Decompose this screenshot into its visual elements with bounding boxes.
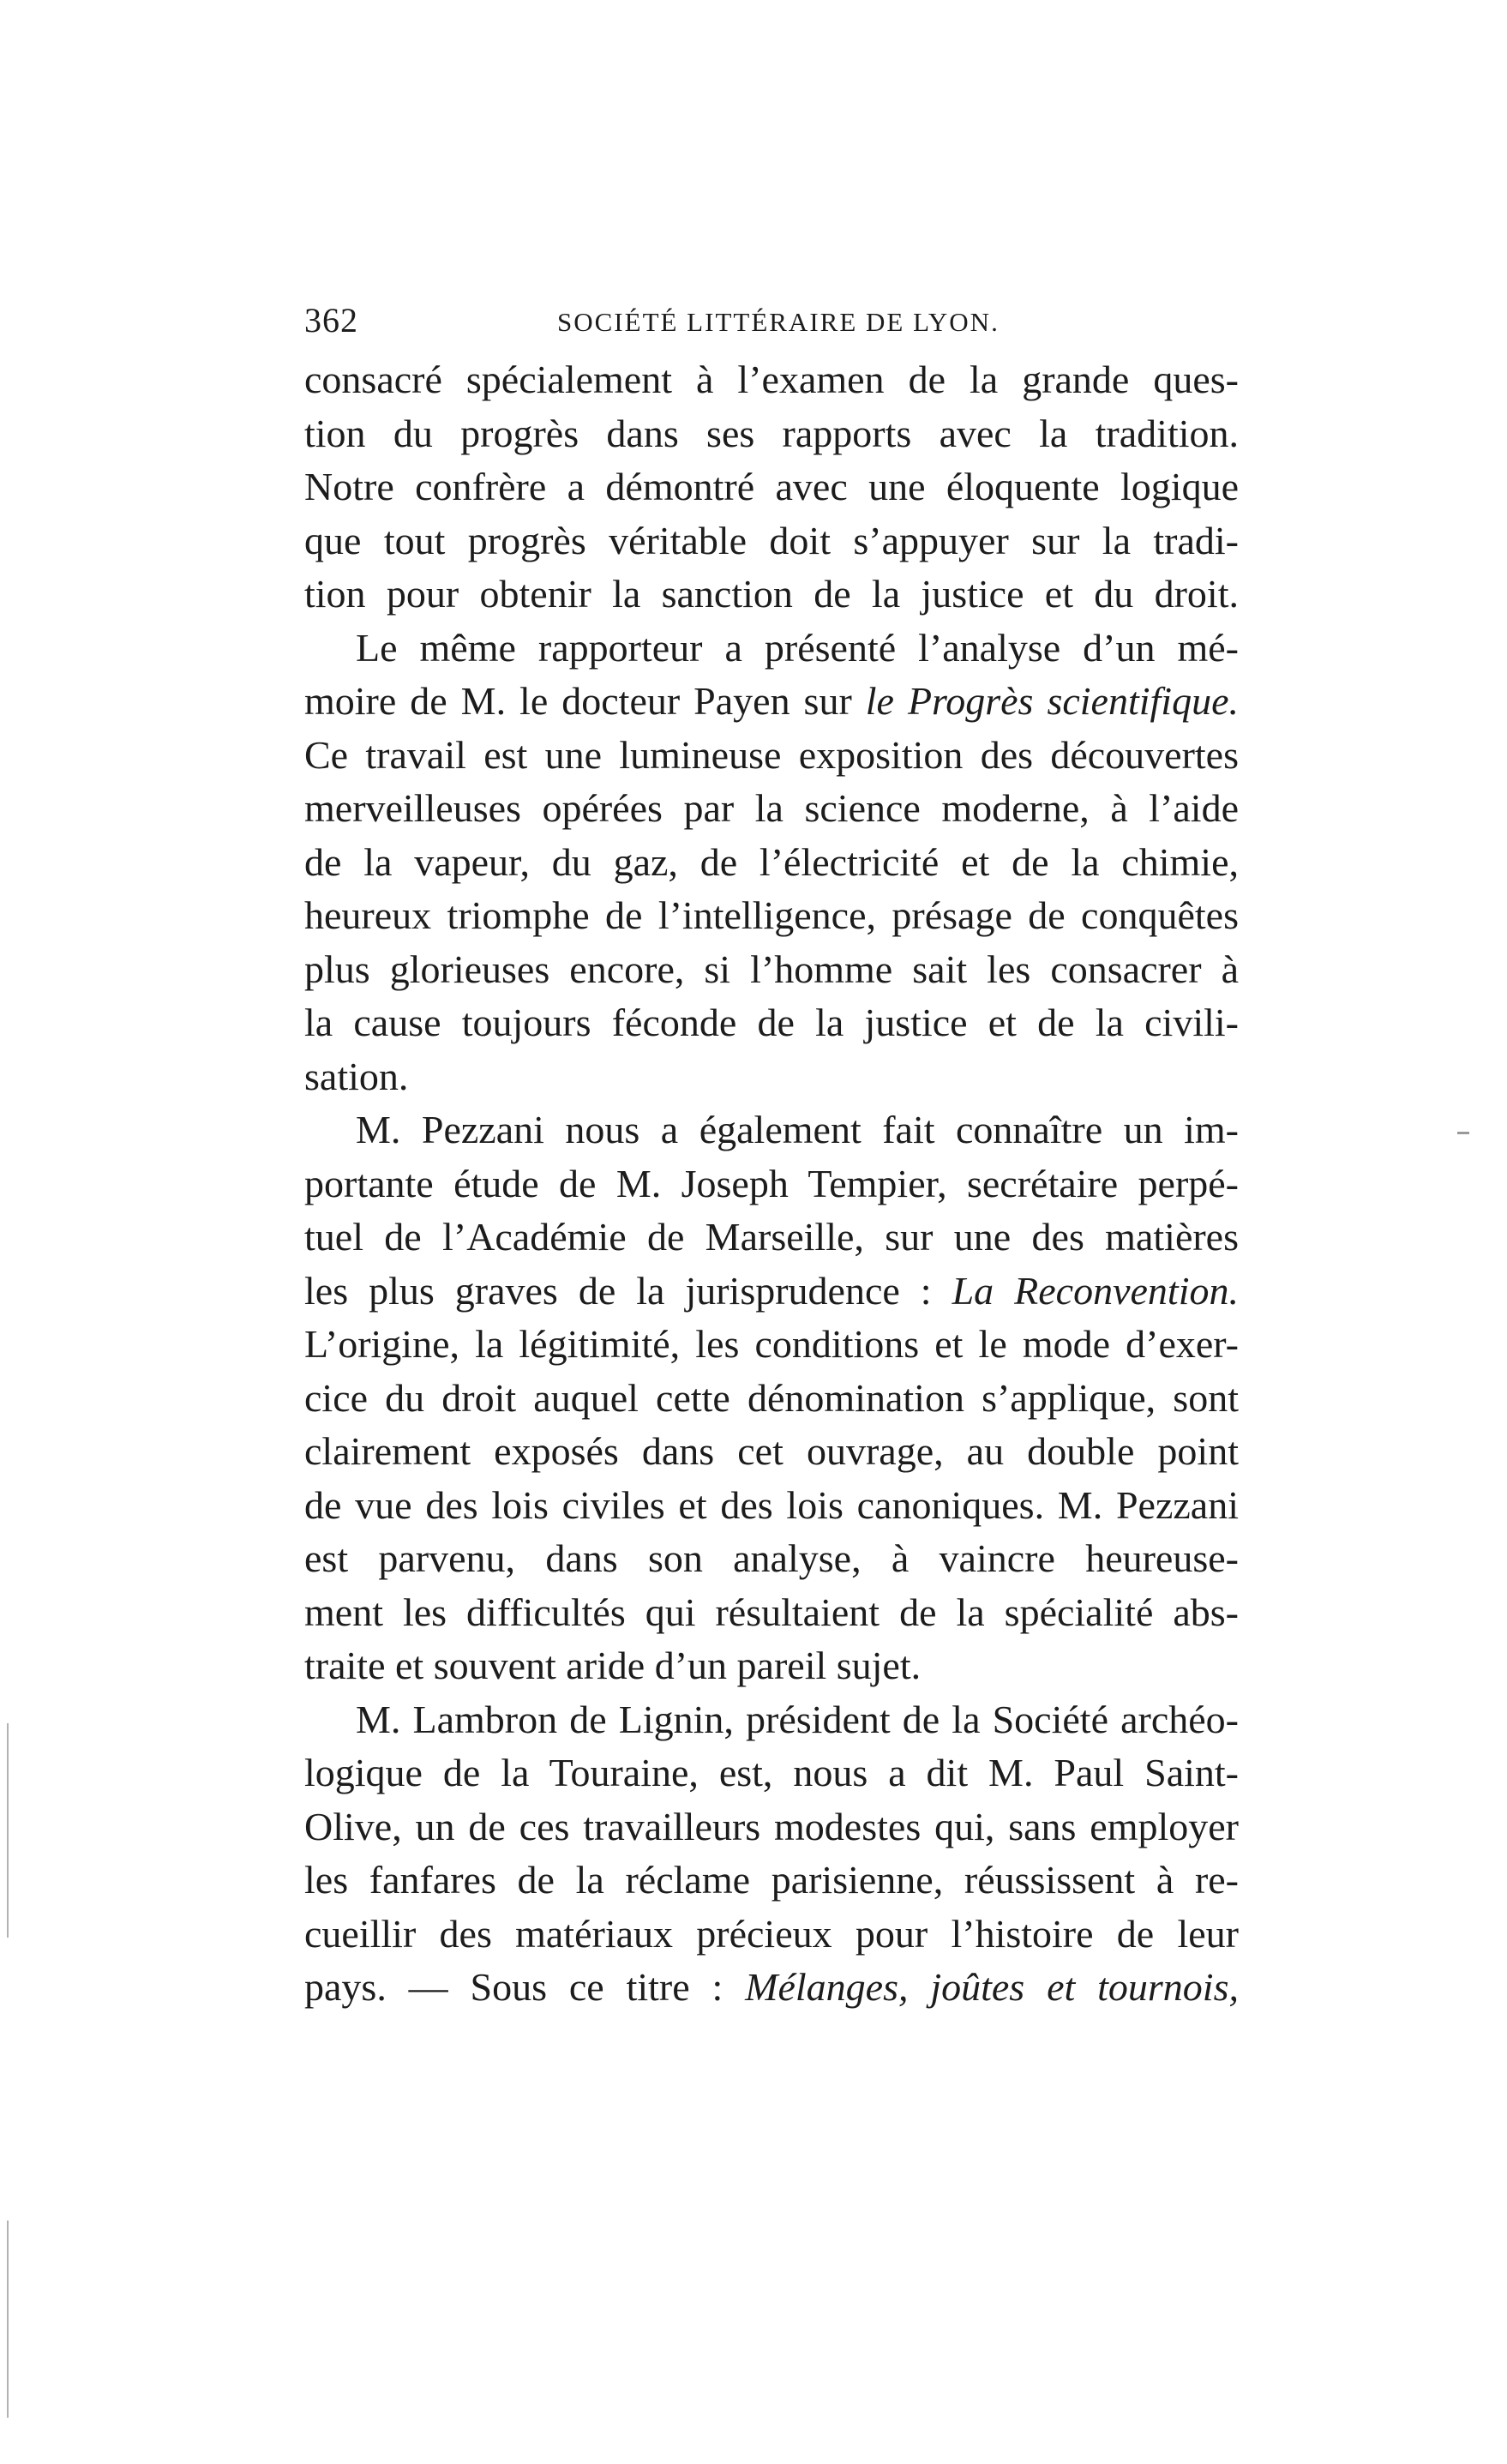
- page-number: 362: [304, 301, 358, 340]
- text-run: pays. — Sous ce titre :: [304, 1965, 746, 2009]
- text-line: sation.: [304, 1054, 409, 1098]
- text-line: traite et souvent aride d’un pareil sujet.: [304, 1644, 922, 1687]
- text-line: M. Pezzani nous a également fait connaître un im-: [356, 1108, 1239, 1151]
- text-line: M. Lambron de Lignin, président de la Société archéo-: [356, 1697, 1239, 1741]
- text-line: tion du progrès dans ses rapports avec la tradition.: [304, 411, 1239, 455]
- italic-title: le Progrès scientifique.: [865, 679, 1239, 723]
- text-line: [304, 675, 1239, 729]
- text-line: [304, 1265, 1239, 1319]
- text-line: merveilleuses opérées par la science moderne, à l’aide: [304, 786, 1239, 830]
- text-line: plus glorieuses encore, si l’homme sait les consacrer à: [304, 947, 1239, 991]
- text-line: Notre confrère a démontré avec une éloquente logique: [304, 465, 1239, 508]
- text-line: que tout progrès véritable doit s’appuyer sur la tradi-: [304, 518, 1239, 562]
- text-line: [304, 1961, 1239, 2015]
- text-line: portante étude de M. Joseph Tempier, secrétaire perpé-: [304, 1161, 1239, 1205]
- italic-title: La Reconvention.: [952, 1268, 1239, 1313]
- text-line: logique de la Touraine, est, nous a dit M. Paul Saint-: [304, 1751, 1239, 1794]
- text-line: de vue des lois civiles et des lois canoniques. M. Pezzani: [304, 1482, 1239, 1527]
- text-line: est parvenu, dans son analyse, à vaincre heureuse-: [304, 1536, 1239, 1580]
- text-run: les plus graves de la jurisprudence :: [304, 1268, 952, 1313]
- text-line: ment les difficultés qui résultaient de la spécialité abs-: [304, 1590, 1239, 1634]
- text-line: clairement exposés dans cet ouvrage, au double point: [304, 1429, 1239, 1473]
- text-line: la cause toujours féconde de la justice et de la civili-: [304, 1001, 1239, 1044]
- text-line: Ce travail est une lumineuse exposition des découvertes: [304, 732, 1239, 777]
- text-line: tion pour obtenir la sanction de la justice et du droit.: [304, 572, 1239, 616]
- body-text: [304, 353, 1239, 2015]
- text-line: consacré spécialement à l’examen de la grande ques-: [304, 358, 1239, 401]
- text-line: cueillir des matériaux précieux pour l’histoire de leur: [304, 1911, 1239, 1956]
- page-header: [304, 300, 1239, 343]
- text-run: moire de M. le docteur Payen sur: [304, 679, 866, 723]
- scan-speck: [1457, 1132, 1469, 1134]
- text-line: tuel de l’Académie de Marseille, sur une des matières: [304, 1215, 1239, 1259]
- text-line: les fanfares de la réclame parisienne, réussissent à re-: [304, 1858, 1239, 1902]
- italic-title: Mélanges, joûtes et tournois,: [745, 1965, 1239, 2009]
- text-line: heureux triomphe de l’intelligence, présage de conquêtes: [304, 893, 1239, 937]
- scan-margin-mark: [7, 2221, 9, 2418]
- text-line: cice du droit auquel cette dénomination s’applique, sont: [304, 1375, 1239, 1420]
- text-line: de la vapeur, du gaz, de l’électricité et de la chimie,: [304, 839, 1239, 884]
- text-line: Olive, un de ces travailleurs modestes qui, sans employer: [304, 1804, 1239, 1848]
- text-line: Le même rapporteur a présenté l’analyse d’un mé-: [356, 625, 1239, 670]
- scan-margin-mark: [7, 1723, 9, 1938]
- running-title: SOCIÉTÉ LITTÉRAIRE DE LYON.: [557, 307, 1000, 337]
- text-line: L’origine, la légitimité, les conditions et le mode d’exer-: [304, 1322, 1239, 1366]
